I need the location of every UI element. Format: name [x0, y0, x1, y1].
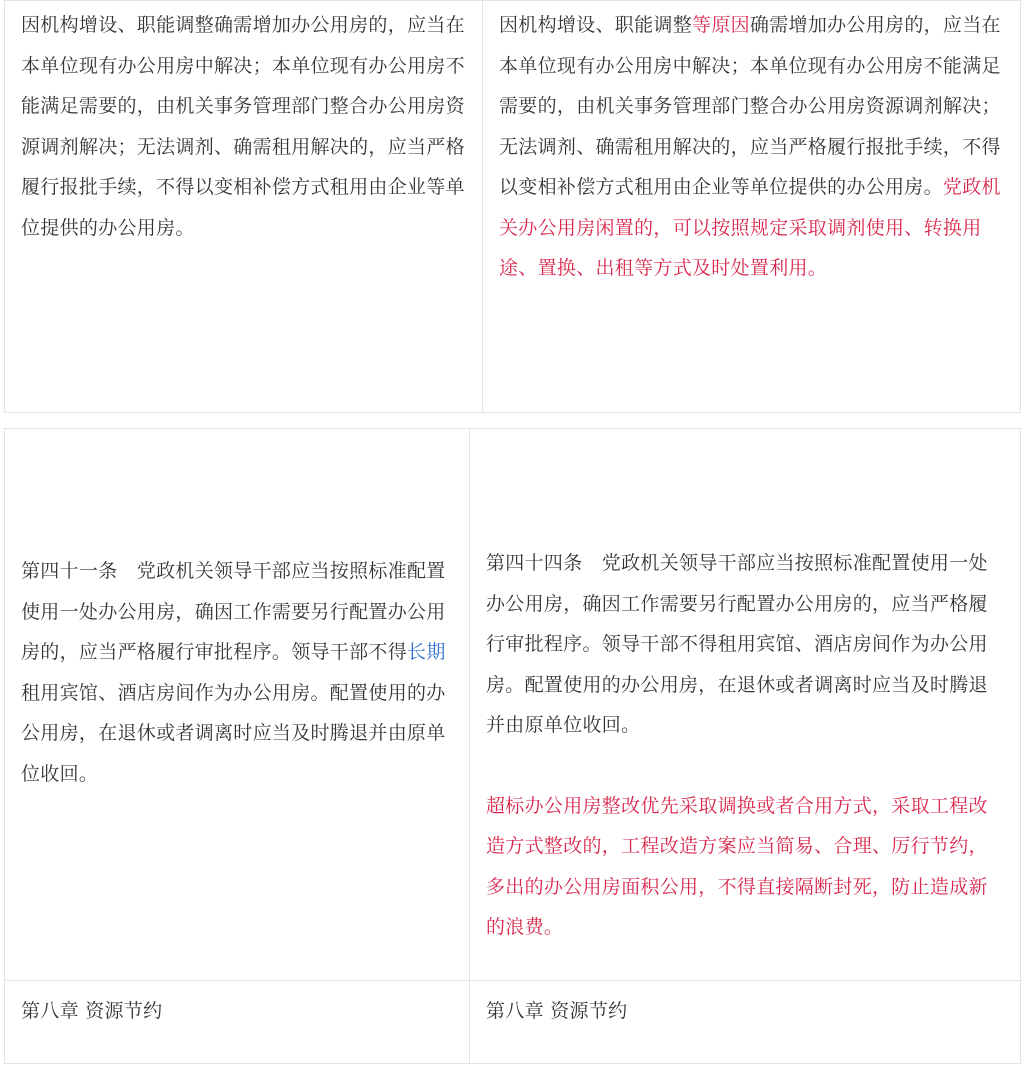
- table-row: [5, 429, 1021, 981]
- text-segment: 租用宾馆、酒店房间作为办公用房。配置使用的办公用房，在退休或者调离时应当及时腾退并由原单位收回。: [21, 681, 446, 785]
- added-text-highlight: 等原因: [692, 14, 750, 36]
- added-article-paragraph: 超标办公用房整改优先采取调换或者合用方式，采取工程改造方式整改的，工程改造方案应当简易、合理、厉行节约，多出的办公用房面积公用，不得直接隔断封死，防止造成新的浪费。: [486, 794, 988, 938]
- chapter-heading: 第八章 资源节约: [486, 1000, 628, 1022]
- new-text-cell: [483, 1, 1021, 413]
- old-chapter-cell: [5, 981, 470, 1064]
- new-chapter-cell: [470, 981, 1021, 1064]
- table-row: [5, 981, 1021, 1064]
- table-row: [5, 1, 1021, 413]
- text-segment: 确需增加办公用房的，应当在本单位现有办公用房中解决；本单位现有办公用房不能满足需要的，由机关事务管理部门整合办公用房资源调剂解决；无法调剂、确需租用解决的，应当严格履行报批手续，不得以变相补偿方式租用由企业等单位提供的办公用房。: [499, 14, 1001, 198]
- removed-text-highlight: 长期: [407, 641, 446, 663]
- chapter-heading: 第八章 资源节约: [21, 1000, 163, 1022]
- added-text-highlight: 党政机关办公用房闲置的，可以按照规定采取调剂使用、转换用途、置换、出租等方式及时处置利用。: [499, 176, 1001, 279]
- old-article-cell: [5, 429, 470, 981]
- new-text-paragraph: [499, 5, 1006, 289]
- old-text-paragraph: 因机构增设、职能调整确需增加办公用房的，应当在本单位现有办公用房中解决；本单位现有办公用房不能满足需要的，由机关事务管理部门整合办公用房资源调剂解决；无法调剂、确需租用解决的，应当严格履行报批手续，不得以变相补偿方式租用由企业等单位提供的办公用房。: [21, 14, 465, 239]
- old-article-paragraph: [21, 551, 455, 794]
- old-text-cell: [5, 1, 483, 413]
- text-segment: 第四十一条 党政机关领导干部应当按照标准配置使用一处办公用房，确因工作需要另行配置办公用房的，应当严格履行审批程序。领导干部不得: [21, 560, 446, 663]
- paragraph-spacer: [486, 746, 1006, 786]
- new-article-paragraph: 第四十四条 党政机关领导干部应当按照标准配置使用一处办公用房，确因工作需要另行配置办公用房的，应当严格履行审批程序。领导干部不得租用宾馆、酒店房间作为办公用房。配置使用的办公用房，在退休或者调离时应当及时腾退并由原单位收回。: [486, 552, 988, 736]
- new-article-cell: [470, 429, 1021, 981]
- comparison-table-top: [4, 0, 1021, 413]
- comparison-table-bottom: [4, 428, 1021, 1064]
- text-segment: 因机构增设、职能调整: [499, 14, 693, 36]
